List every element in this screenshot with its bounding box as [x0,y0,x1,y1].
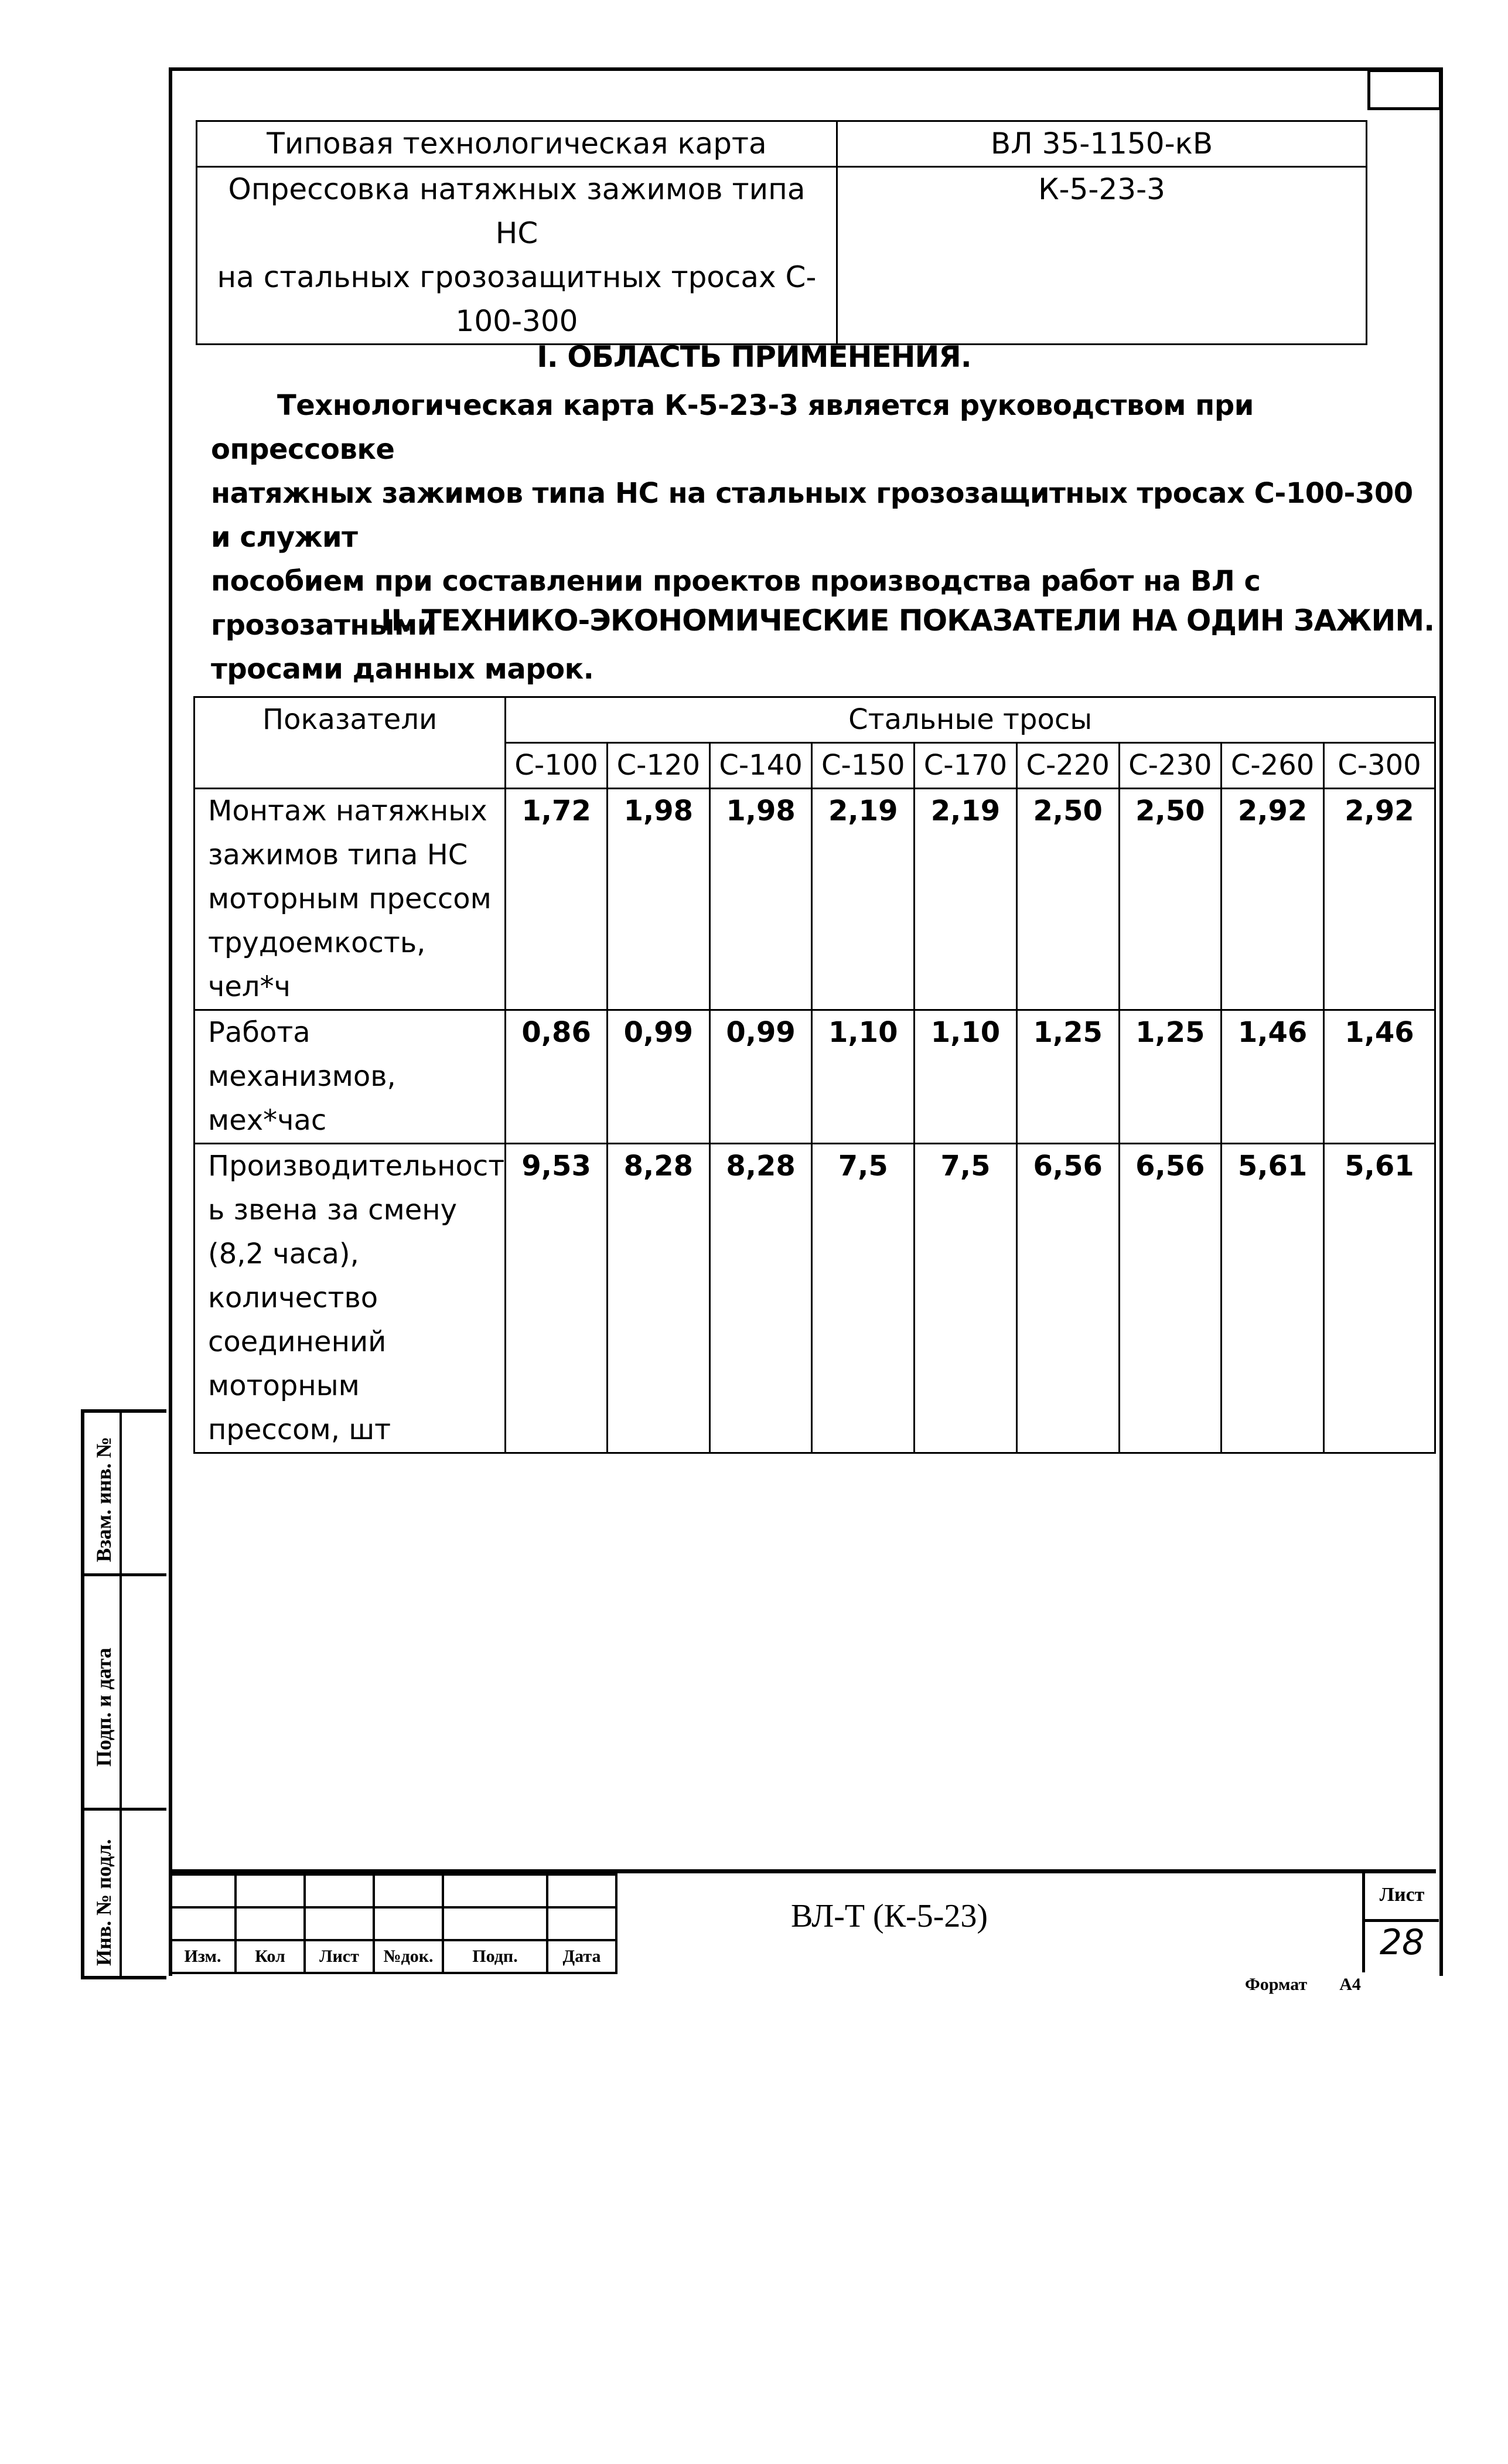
value-cell: 0,99 [709,1010,812,1144]
value-cell: 1,72 [506,789,608,1010]
series-cell [837,121,1367,167]
sheet-box [1362,1869,1439,1972]
podp-label: Подп. и дата [92,1647,115,1767]
value-cell: 1,10 [915,1010,1017,1144]
value-cell: 2,50 [1119,789,1222,1010]
title-cell [197,167,837,345]
row-label-line: мех*час [208,1104,327,1137]
row-label-line: зажимов типа НС [208,839,468,871]
column-header: С-300 [1323,743,1435,789]
value-cell: 1,10 [812,1010,915,1144]
column-header: С-170 [915,743,1017,789]
value-cell: 2,19 [812,789,915,1010]
format [1245,1975,1361,1995]
row-label-line: Работа [208,1016,311,1049]
card-type: Типовая технологическая карта [267,127,767,161]
ndok-label: №док. [374,1940,443,1973]
vzam-label: Взам. инв. № [92,1436,115,1562]
value-cell: 2,92 [1323,789,1435,1010]
format-value: А4 [1339,1975,1361,1994]
row-label [195,1010,506,1144]
value-cell: 1,98 [709,789,812,1010]
value-cell: 8,28 [608,1144,710,1453]
value-cell: 6,56 [1119,1144,1222,1453]
section1-title: I. ОБЛАСТЬ ПРИМЕНЕНИЯ. [537,340,971,374]
column-header: С-220 [1016,743,1119,789]
row-label-line: чел*ч [208,970,291,1003]
section1-paragraph [211,384,1441,691]
side-stamp [81,1409,166,1979]
title-line: Опрессовка натяжных зажимов типа НС [228,172,806,250]
indicators-header: Показатели [195,697,506,789]
value-cell: 2,50 [1016,789,1119,1010]
row-label-line: Монтаж натяжных [208,795,487,827]
value-cell: 1,98 [608,789,710,1010]
corner-box [1367,69,1442,110]
table-row [195,1010,1435,1144]
steel-ropes-header: Стальные тросы [506,697,1435,743]
row-label-line: количество [208,1282,378,1314]
column-header: С-260 [1222,743,1324,789]
value-cell: 2,92 [1222,789,1324,1010]
row-label-line: соединений [208,1325,387,1358]
value-cell: 9,53 [506,1144,608,1453]
code-cell [837,167,1367,345]
value-cell: 0,99 [608,1010,710,1144]
row-label-line: моторным [208,1369,360,1402]
card-code: К-5-23-3 [1038,172,1165,206]
sheet-number: 28 [1379,1922,1425,1963]
value-cell: 6,56 [1016,1144,1119,1453]
row-label-line: трудоемкость, [208,926,426,959]
column-header: С-150 [812,743,915,789]
column-header: С-140 [709,743,812,789]
document-code: ВЛ-Т (К-5-23) [791,1898,988,1934]
value-cell: 1,25 [1016,1010,1119,1144]
row-label-line: моторным прессом [208,882,492,915]
value-cell: 0,86 [506,1010,608,1144]
value-cell: 5,61 [1323,1144,1435,1453]
kol-label: Кол [236,1940,305,1973]
header-table [196,120,1367,345]
row-label-line: Производительност [208,1150,505,1182]
value-cell: 7,5 [812,1144,915,1453]
table-row [195,1144,1435,1453]
row-label-line: прессом, шт [208,1413,391,1446]
title-line: 100-300 [455,304,578,338]
row-label-line: ь звена за смену [208,1194,458,1226]
value-cell: 1,46 [1323,1010,1435,1144]
value-cell: 1,25 [1119,1010,1222,1144]
format-label: Формат [1245,1975,1308,1994]
card-type-cell [197,121,837,167]
value-cell: 8,28 [709,1144,812,1453]
title-block-grid [169,1873,617,1974]
podp-label: Подп. [443,1940,547,1973]
date-label: Дата [547,1940,616,1973]
para-line: Технологическая карта К-5-23-3 является руководством при опрессовке [211,389,1254,466]
izm-label: Изм. [170,1940,236,1973]
value-cell: 5,61 [1222,1144,1324,1453]
row-label-line: механизмов, [208,1060,396,1093]
indicators-table [193,696,1436,1454]
column-header: С-120 [608,743,710,789]
value-cell: 1,46 [1222,1010,1324,1144]
para-line: натяжных зажимов типа НС на стальных грозозащитных тросах С-100-300 и служит [211,477,1413,554]
inv-label: Инв. № подл. [92,1839,115,1966]
table-row [195,789,1435,1010]
column-header: С-100 [506,743,608,789]
value-cell: 2,19 [915,789,1017,1010]
title-line: на стальных грозозащитных тросах С- [217,260,817,294]
row-label [195,789,506,1010]
para-line: тросами данных марок. [211,653,594,686]
section2-title: II. ТЕХНИКО-ЭКОНОМИЧЕСКИЕ ПОКАЗАТЕЛИ НА ОДИН ЗАЖИМ. [381,604,1435,638]
row-label-line: (8,2 часа), [208,1238,359,1270]
column-header: С-230 [1119,743,1222,789]
series: ВЛ 35-1150-кВ [990,127,1213,161]
list-label: Лист [305,1940,374,1973]
para-line: пособием при составлении проектов производства работ на ВЛ с грозозатными [211,565,1261,642]
sheet-label: Лист [1379,1884,1425,1906]
row-label [195,1144,506,1453]
value-cell: 7,5 [915,1144,1017,1453]
